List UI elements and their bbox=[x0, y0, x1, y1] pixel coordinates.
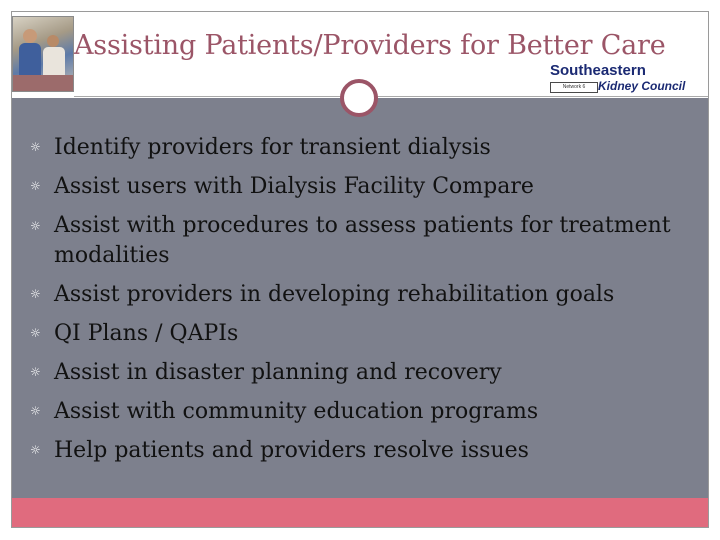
slide-title: Assisting Patients/Providers for Better Care bbox=[74, 30, 666, 61]
footer-bar bbox=[12, 498, 708, 527]
logo-name-line1: Southeastern bbox=[550, 62, 646, 79]
sunburst-bullet-icon: ☼ bbox=[30, 140, 41, 154]
bullet-item bbox=[12, 167, 702, 206]
bullet-item bbox=[12, 206, 702, 275]
sunburst-bullet-icon: ☼ bbox=[30, 443, 41, 457]
bullet-text: QI Plans / QAPIs bbox=[54, 321, 239, 346]
logo-small-box: Network 6 bbox=[550, 82, 598, 93]
bullet-item bbox=[12, 431, 702, 470]
bullet-item bbox=[12, 392, 702, 431]
bullet-item bbox=[12, 128, 702, 167]
decorative-circle bbox=[340, 79, 378, 117]
bullet-text: Identify providers for transient dialysis bbox=[54, 135, 491, 160]
bullet-text: Assist in disaster planning and recovery bbox=[54, 360, 502, 385]
bullet-item bbox=[12, 314, 702, 353]
sunburst-bullet-icon: ☼ bbox=[30, 287, 41, 301]
sunburst-bullet-icon: ☼ bbox=[30, 219, 41, 233]
sunburst-bullet-icon: ☼ bbox=[30, 179, 41, 193]
bullet-item bbox=[12, 353, 702, 392]
organization-logo bbox=[546, 62, 688, 98]
bullet-text: Help patients and providers resolve issues bbox=[54, 438, 529, 463]
bullet-text: Assist with procedures to assess patients for treatment modalities bbox=[54, 213, 671, 268]
header-divider bbox=[74, 96, 708, 97]
bullet-text: Assist providers in developing rehabilitation goals bbox=[54, 282, 615, 307]
bullet-text: Assist users with Dialysis Facility Compare bbox=[54, 174, 534, 199]
sunburst-bullet-icon: ☼ bbox=[30, 404, 41, 418]
bullet-text: Assist with community education programs bbox=[54, 399, 539, 424]
bullet-item bbox=[12, 275, 702, 314]
logo-name-line2: Kidney Council bbox=[598, 79, 686, 93]
bullet-list bbox=[12, 128, 702, 470]
sunburst-bullet-icon: ☼ bbox=[30, 326, 41, 340]
sunburst-bullet-icon: ☼ bbox=[30, 365, 41, 379]
header-photo bbox=[12, 16, 74, 92]
